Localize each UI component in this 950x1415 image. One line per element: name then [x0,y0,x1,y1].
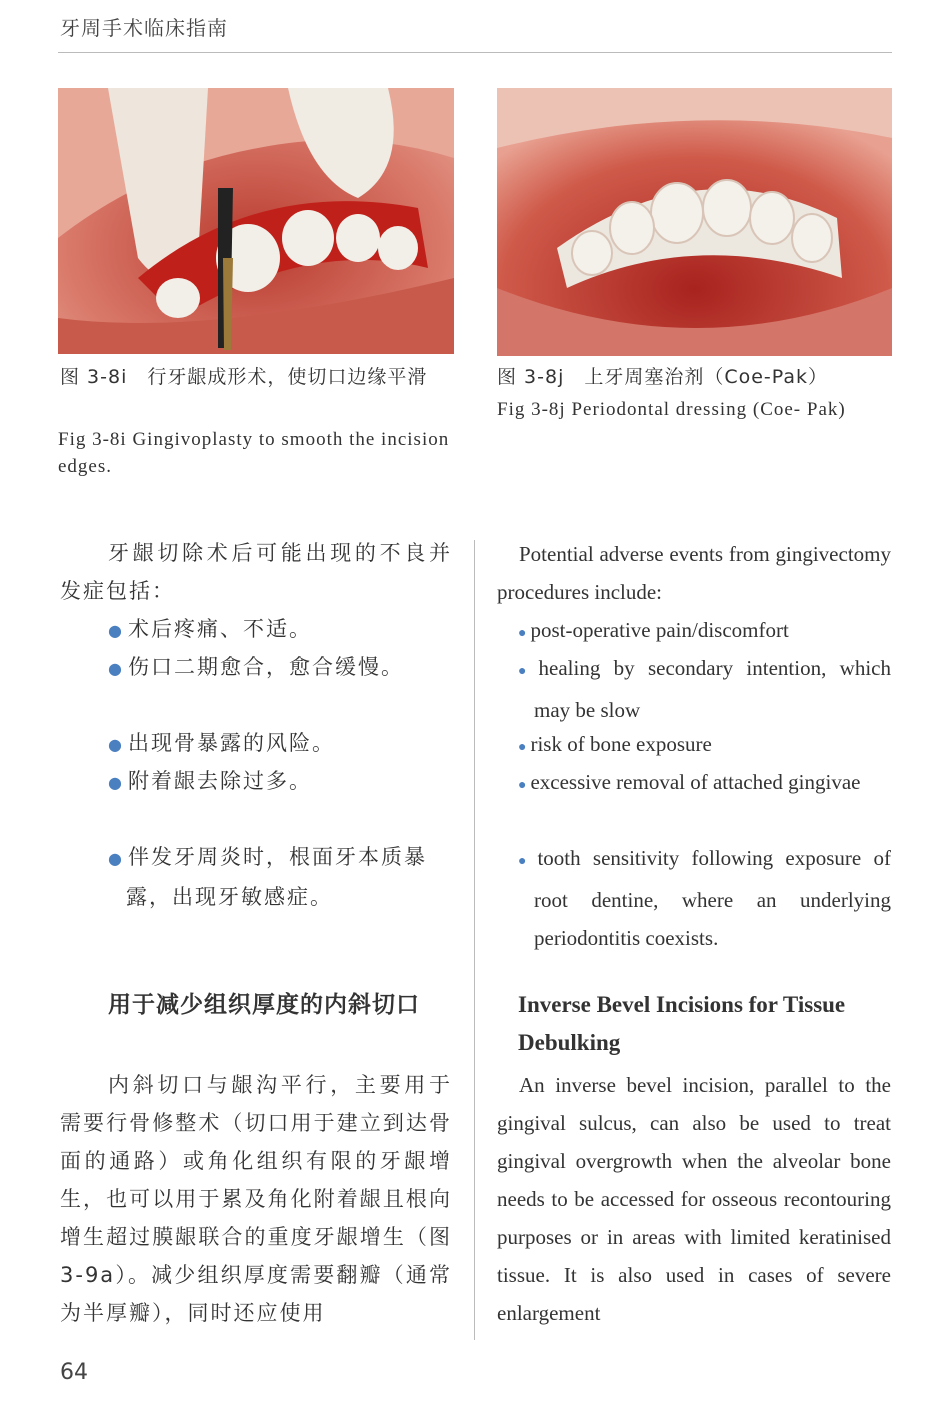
bullet-dot-icon: ● [108,659,124,678]
bullet-dot-icon: ● [518,778,527,793]
en-bullet-item: ● post-operative pain/discomfort [518,618,789,642]
running-header: 牙周手术临床指南 [60,16,228,40]
cn-bullet-item: ● 出现骨暴露的风险。 [108,731,335,755]
cn-bullet-item: ● 附着龈去除过多。 [108,769,312,793]
cn-section-heading: 用于减少组织厚度的内斜切口 [108,992,420,1018]
cn-body-paragraph: 内斜切口与龈沟平行，主要用于需要行骨修整术（切口用于建立到达骨面的通路）或角化组织有限的牙龈增生，也可以用于累及角化附着龈且根向增生超过膜龈联合的重度牙龈增生（图 3-9a）。减少组织厚度需要翻瓣（通常为半厚瓣），同时还应使用 [60,1073,452,1325]
figure-3-8i-caption-cn: 图 3-8i 行牙龈成形术，使切口边缘平滑 [60,366,428,388]
figure-3-8i-photo [58,88,454,354]
page-number: 64 [60,1360,88,1385]
bullet-dot-icon: ● [518,664,535,679]
en-bullet-item: ● excessive removal of attached gingivae [518,770,861,794]
bullet-dot-icon: ● [108,621,124,640]
bullet-dot-icon: ● [108,849,124,868]
en-section-heading: Inverse Bevel Incisions for Tissue Debulking [518,992,846,1055]
figure-3-8j-photo [497,88,892,356]
cn-bullet-item: ● 伴发牙周炎时，根面牙本质暴露，出现牙敏感症。 [108,845,427,909]
header-rule [58,52,892,53]
bullet-dot-icon: ● [108,773,124,792]
en-bullet-item: ● healing by secondary intention, which may be slow [518,656,891,722]
en-bullet-item: ● tooth sensitivity following exposure of root dentine, where an underlying periodontitis coexists. [518,846,891,950]
bullet-dot-icon: ● [108,735,124,754]
cn-bullet-item: ● 伤口二期愈合，愈合缓慢。 [108,655,404,679]
figure-3-8j-caption-en: Fig 3-8j Periodontal dressing (Coe- Pak) [497,399,846,420]
column-divider [474,540,475,1340]
figure-3-8i-caption-en: Fig 3-8i Gingivoplasty to smooth the incision edges. [58,429,450,477]
bullet-dot-icon: ● [518,854,534,869]
cn-intro-paragraph: 牙龈切除术后可能出现的不良并发症包括： [60,541,452,603]
en-bullet-item: ● risk of bone exposure [518,732,712,756]
en-intro-paragraph: Potential adverse events from gingivectomy procedures include: [497,542,891,604]
en-body-paragraph: An inverse bevel incision, parallel to the gingival sulcus, can also be used to treat gingival overgrowth when the alveolar bone needs to be accessed for osseous recontouring purposes or in areas with limited keratinised tissue. It is also used in cases of severe enlargement [497,1073,891,1325]
figure-3-8j-caption-cn: 图 3-8j 上牙周塞治剂（Coe-Pak） [497,366,829,388]
bullet-dot-icon: ● [518,626,527,641]
bullet-dot-icon: ● [518,740,527,755]
cn-bullet-item: ● 术后疼痛、不适。 [108,617,312,641]
